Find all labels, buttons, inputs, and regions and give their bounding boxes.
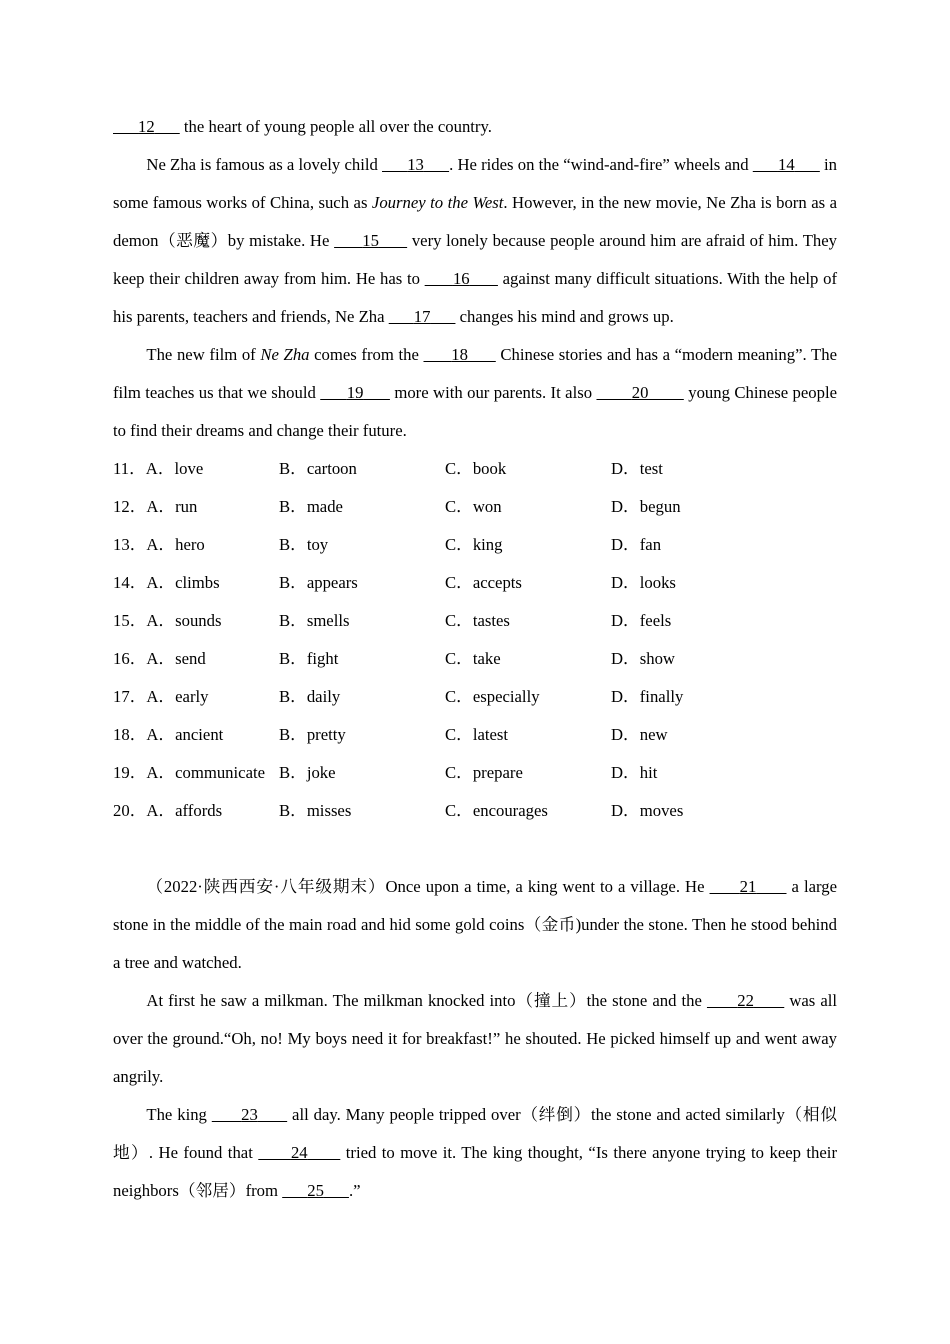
question-row-12: [113, 488, 837, 526]
blank-17: 17: [413, 307, 431, 326]
option-b: [279, 678, 445, 716]
blank-12: 12: [138, 117, 155, 136]
option-d: [611, 678, 837, 716]
option-text: affords: [175, 801, 223, 820]
option-label: B．: [279, 611, 307, 630]
option-text: encourages: [472, 801, 548, 820]
option-a: [113, 792, 279, 830]
option-text: latest: [472, 725, 509, 744]
option-label: B．: [279, 497, 307, 516]
option-text: ancient: [175, 725, 224, 744]
option-text: won: [472, 497, 502, 516]
option-text: begun: [639, 497, 681, 516]
option-label: D．: [611, 687, 640, 706]
option-label: A．: [146, 649, 176, 668]
option-label: C．: [445, 649, 473, 668]
passage1-p3-text: comes from the: [309, 345, 424, 364]
option-text: fight: [306, 649, 339, 668]
passage2-p3-text: all day. Many people tripped over（绊倒）the stone and acted similarly（相似地）. He found that: [113, 1105, 838, 1162]
option-a: [113, 754, 279, 792]
option-text: fan: [639, 535, 662, 554]
option-label: B．: [279, 535, 307, 554]
passage2-paragraph-1: [113, 868, 837, 982]
option-text: feels: [639, 611, 672, 630]
option-text: finally: [639, 687, 684, 706]
option-text: show: [639, 649, 675, 668]
multiple-choice-questions: [113, 450, 837, 830]
blank-24: 24: [290, 1143, 308, 1162]
passage2-p2-text: At first he saw a milkman. The milkman knocked into（撞上）the stone and the: [146, 991, 707, 1010]
blank-16: 16: [452, 269, 470, 288]
option-b: [279, 792, 445, 830]
option-text: love: [174, 459, 204, 478]
option-text: climbs: [175, 573, 220, 592]
question-row-11: [113, 450, 837, 488]
option-label: B．: [279, 725, 307, 744]
option-label: A．: [146, 611, 176, 630]
option-label: A．: [146, 763, 176, 782]
option-label: A．: [146, 573, 176, 592]
option-label: D．: [611, 611, 640, 630]
question-number: 19．: [113, 763, 147, 782]
passage2-p3-text: .”: [348, 1181, 361, 1200]
option-label: A．: [146, 497, 176, 516]
option-text: prepare: [472, 763, 523, 782]
option-text: test: [639, 459, 663, 478]
option-a: [113, 640, 279, 678]
option-label: B．: [279, 687, 307, 706]
option-b: [279, 450, 445, 488]
question-number: 16．: [113, 649, 147, 668]
option-label: D．: [611, 535, 640, 554]
passage1-paragraph-2: [113, 146, 837, 336]
question-row-20: [113, 792, 837, 830]
option-c: [445, 640, 611, 678]
option-label: A．: [146, 535, 176, 554]
option-label: C．: [445, 459, 473, 478]
option-a: [113, 488, 279, 526]
option-label: C．: [445, 801, 473, 820]
option-text: communicate: [175, 763, 266, 782]
passage1-paragraph-3: [113, 336, 837, 450]
question-number: 18．: [113, 725, 147, 744]
option-label: A．: [146, 801, 176, 820]
option-text: tastes: [472, 611, 510, 630]
passage1-p2-text: . He rides on the “wind-and-fire” wheels and: [449, 155, 753, 174]
option-d: [611, 564, 837, 602]
passage1-p3-text: Chinese stories and has a “modern meaning”. The film teaches us that we should: [113, 345, 837, 402]
question-row-15: [113, 602, 837, 640]
option-d: [611, 450, 837, 488]
blank-19: 19: [346, 383, 364, 402]
passage2-p1-text: a large stone in the middle of the main road and hid some gold coins（金币)under the stone. Then he stood behind a tree and watched.: [113, 877, 838, 972]
blank-23: 23: [241, 1105, 258, 1124]
option-text: book: [472, 459, 507, 478]
option-d: [611, 602, 837, 640]
option-label: D．: [611, 763, 640, 782]
question-number: 20．: [113, 801, 147, 820]
option-a: [113, 450, 279, 488]
option-c: [445, 564, 611, 602]
question-row-16: [113, 640, 837, 678]
passage1-p3-text: more with our parents. It also: [389, 383, 597, 402]
option-d: [611, 792, 837, 830]
page-content: [113, 108, 837, 1210]
option-text: appears: [306, 573, 358, 592]
question-number: 15．: [113, 611, 147, 630]
option-b: [279, 526, 445, 564]
passage2-p2-text: was all over the ground.“Oh, no! My boys need it for breakfast!” he shouted. He picked himself up and went away angrily.: [113, 991, 838, 1086]
passage2-paragraph-2: [113, 982, 837, 1096]
option-text: smells: [306, 611, 350, 630]
option-c: [445, 678, 611, 716]
option-label: A．: [146, 687, 176, 706]
option-text: pretty: [306, 725, 346, 744]
passage-king-and-stone: [113, 868, 837, 1210]
option-text: made: [306, 497, 343, 516]
blank-18: 18: [451, 345, 468, 364]
passage1-p2-text: very lonely because people around him are afraid of him. They keep their children away from him. He has to: [113, 231, 838, 288]
option-a: [113, 716, 279, 754]
option-text: moves: [639, 801, 684, 820]
option-c: [445, 450, 611, 488]
option-c: [445, 526, 611, 564]
passage1-p2-text: . However, in the new movie, Ne Zha is born as a demon（恶魔）by mistake. He: [113, 193, 837, 250]
passage1-p1-text: the heart of young people all over the country.: [179, 117, 492, 136]
option-d: [611, 488, 837, 526]
option-text: sounds: [175, 611, 222, 630]
option-label: B．: [279, 763, 307, 782]
passage1-p2-text: against many difficult situations. With the help of his parents, teachers and friends, Ne Zha: [113, 269, 838, 326]
question-row-13: [113, 526, 837, 564]
option-text: misses: [306, 801, 352, 820]
blank-13: 13: [407, 155, 424, 174]
option-label: D．: [611, 459, 640, 478]
option-c: [445, 602, 611, 640]
option-text: toy: [306, 535, 329, 554]
option-text: king: [472, 535, 503, 554]
option-label: C．: [445, 725, 473, 744]
passage1-p3-text: young Chinese people to find their dreams and change their future.: [113, 383, 838, 440]
option-label: D．: [611, 573, 640, 592]
option-c: [445, 754, 611, 792]
option-d: [611, 526, 837, 564]
option-b: [279, 754, 445, 792]
option-c: [445, 488, 611, 526]
blank-20: 20: [631, 383, 649, 402]
option-text: hero: [175, 535, 205, 554]
option-a: [113, 564, 279, 602]
passage2-paragraph-3: [113, 1096, 837, 1210]
blank-21: 21: [739, 877, 757, 896]
option-label: C．: [445, 535, 473, 554]
option-a: [113, 526, 279, 564]
option-a: [113, 678, 279, 716]
question-row-14: [113, 564, 837, 602]
option-a: [113, 602, 279, 640]
passage1-p2-text: in some famous works of China, such as: [113, 155, 838, 212]
option-d: [611, 754, 837, 792]
option-text: early: [175, 687, 209, 706]
option-text: daily: [306, 687, 341, 706]
option-text: send: [175, 649, 206, 668]
option-label: B．: [279, 573, 307, 592]
option-label: C．: [445, 497, 473, 516]
question-row-19: [113, 754, 837, 792]
option-text: hit: [639, 763, 658, 782]
option-label: C．: [445, 763, 473, 782]
question-number: 17．: [113, 687, 147, 706]
passage2-p1-text: （2022·陕西西安·八年级期末）Once upon a time, a king went to a village. He: [146, 877, 710, 896]
passage1-p3-text: The new film of: [146, 345, 261, 364]
option-label: D．: [611, 497, 640, 516]
option-label: D．: [611, 725, 640, 744]
passage1-paragraph-1: [113, 108, 837, 146]
blank-22: 22: [737, 991, 754, 1010]
option-label: D．: [611, 649, 640, 668]
option-text: cartoon: [306, 459, 357, 478]
option-text: especially: [472, 687, 540, 706]
option-b: [279, 640, 445, 678]
option-b: [279, 716, 445, 754]
option-c: [445, 792, 611, 830]
option-text: looks: [639, 573, 676, 592]
question-row-18: [113, 716, 837, 754]
option-label: A．: [145, 459, 175, 478]
blank-14: 14: [777, 155, 795, 174]
book-title: Journey to the West: [371, 193, 504, 212]
blank-25: 25: [307, 1181, 324, 1200]
passage2-p3-text: The king: [146, 1105, 212, 1124]
option-label: C．: [445, 687, 473, 706]
option-label: C．: [445, 611, 473, 630]
option-label: D．: [611, 801, 640, 820]
film-title: Ne Zha: [260, 345, 310, 364]
passage1-p2-text: Ne Zha is famous as a lovely child: [146, 155, 383, 174]
option-label: B．: [279, 649, 307, 668]
passage-ne-zha: [113, 108, 837, 450]
option-b: [279, 564, 445, 602]
option-label: C．: [445, 573, 473, 592]
option-label: B．: [279, 801, 307, 820]
option-text: run: [175, 497, 198, 516]
option-label: B．: [279, 459, 307, 478]
question-number: 13．: [113, 535, 147, 554]
option-c: [445, 716, 611, 754]
question-row-17: [113, 678, 837, 716]
option-b: [279, 602, 445, 640]
option-text: take: [472, 649, 501, 668]
question-number: 11．: [113, 459, 146, 478]
option-d: [611, 640, 837, 678]
option-text: accepts: [472, 573, 522, 592]
question-number: 14．: [113, 573, 147, 592]
question-number: 12．: [113, 497, 147, 516]
passage2-p3-text: tried to move it. The king thought, “Is there anyone trying to keep their neighbors（邻居）from: [113, 1143, 837, 1200]
passage1-p2-text: changes his mind and grows up.: [455, 307, 674, 326]
option-d: [611, 716, 837, 754]
option-b: [279, 488, 445, 526]
blank-15: 15: [362, 231, 379, 250]
option-text: new: [639, 725, 668, 744]
option-label: A．: [146, 725, 176, 744]
option-text: joke: [306, 763, 336, 782]
